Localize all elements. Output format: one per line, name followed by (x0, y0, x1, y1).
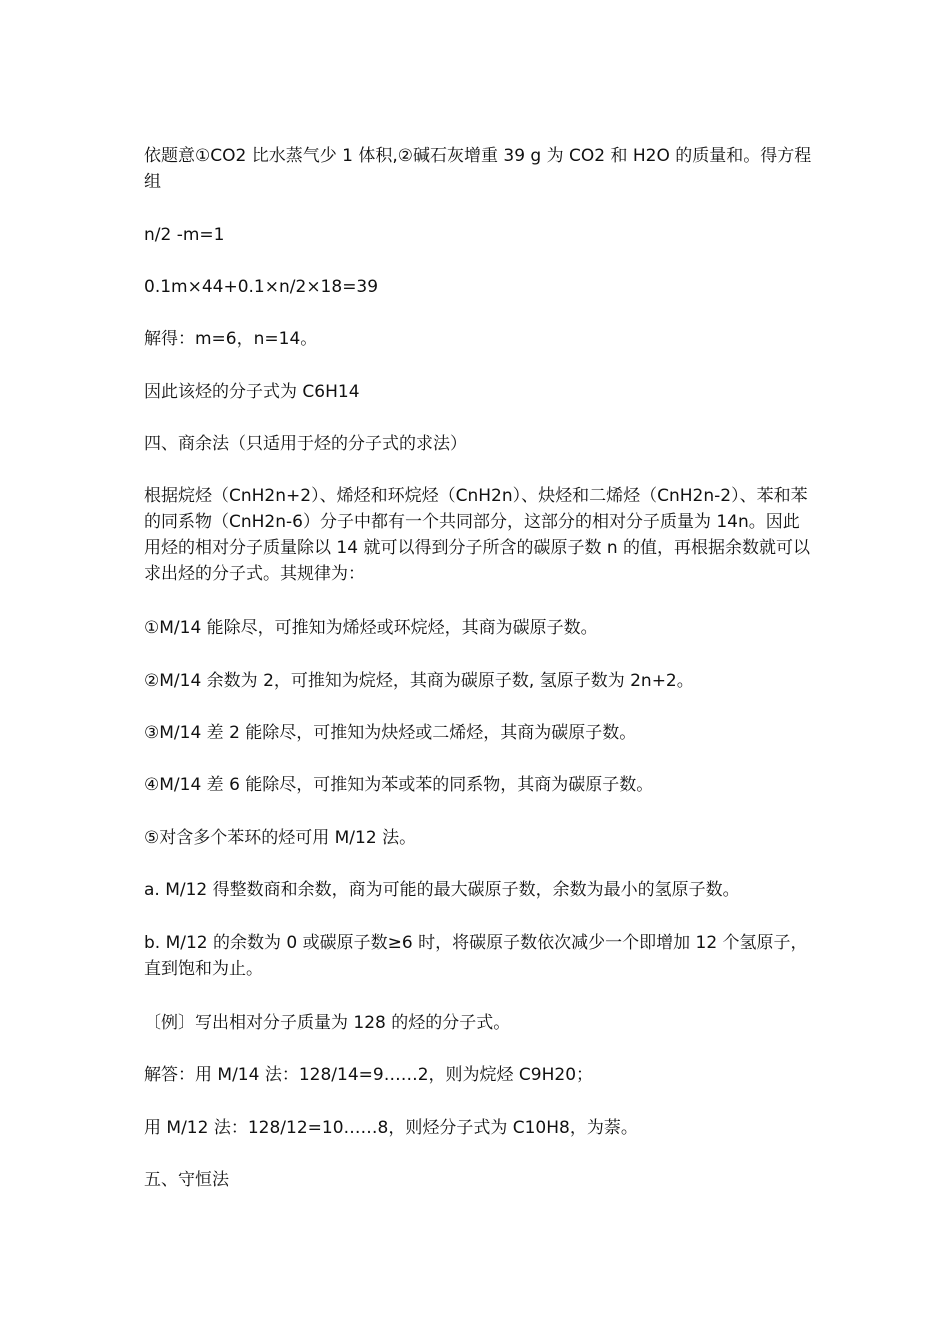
rule-item-3: ③M/14 差 2 能除尽，可推知为炔烃或二烯烃，其商为碳原子数。 (144, 723, 637, 743)
example-answer-m12: 用 M/12 法：128/12=10……8，则烃分子式为 C10H8，为萘。 (144, 1118, 638, 1138)
paragraph-conclusion: 因此该烃的分子式为 C6H14 (144, 382, 360, 402)
rule-item-2: ②M/14 余数为 2，可推知为烷烃，其商为碳原子数, 氢原子数为 2n+2。 (144, 671, 694, 691)
paragraph-solution: 解得：m=6，n=14。 (144, 329, 318, 349)
rule-subitem-a: a. M/12 得整数商和余数，商为可能的最大碳原子数，余数为最小的氢原子数。 (144, 880, 740, 900)
example-answer-m14: 解答：用 M/14 法：128/14=9……2，则为烷烃 C9H20； (144, 1065, 594, 1085)
rule-item-4: ④M/14 差 6 能除尽，可推知为苯或苯的同系物，其商为碳原子数。 (144, 775, 654, 795)
rule-item-1: ①M/14 能除尽，可推知为烯烃或环烷烃，其商为碳原子数。 (144, 618, 598, 638)
rule-item-5: ⑤对含多个苯环的烃可用 M/12 法。 (144, 828, 417, 848)
rule-subitem-b: b. M/12 的余数为 0 或碳原子数≥6 时，将碳原子数依次减少一个即增加 12 个氢原子，直到饱和为止。 (144, 933, 808, 979)
paragraph-problem-statement: 依题意①CO2 比水蒸气少 1 体积,②碱石灰增重 39 g 为 CO2 和 H2O 的质量和。得方程组 (144, 146, 812, 192)
example-question: 〔例〕写出相对分子质量为 128 的烃的分子式。 (144, 1013, 511, 1033)
paragraph-equation-1: n/2 -m=1 (144, 225, 225, 245)
paragraph-method-explanation: 根据烷烃（CnH2n+2）、烯烃和环烷烃（CnH2n）、炔烃和二烯烃（CnH2n-2）、苯和苯的同系物（CnH2n-6）分子中都有一个共同部分，这部分的相对分子质量为 14n。因此用烃的相对分子质量除以 14 就可以得到分子所含的碳原子数 n 的值，再根据余数就可以求出烃的分子式。其规律为： (144, 486, 811, 584)
paragraph-equation-2: 0.1m×44+0.1×n/2×18=39 (144, 277, 379, 297)
section-heading-conservation: 五、守恒法 (144, 1170, 229, 1190)
section-heading-quotient-remainder: 四、商余法（只适用于烃的分子式的求法） (144, 434, 467, 454)
